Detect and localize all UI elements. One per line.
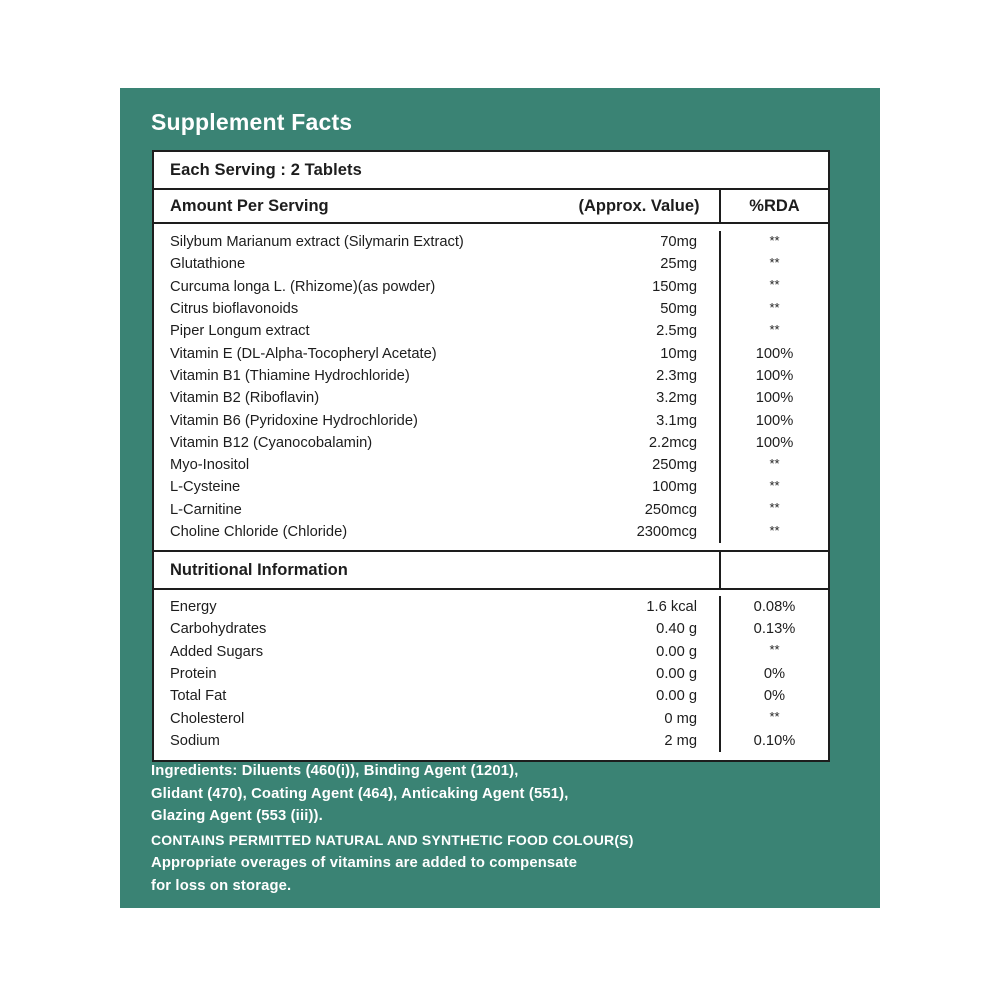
row-name: Vitamin B12 (Cyanocobalamin) bbox=[170, 434, 373, 451]
column-header-value: (Approx. Value) bbox=[578, 196, 700, 215]
daily-value-not-established-marker: ** bbox=[769, 321, 780, 337]
row-rda bbox=[719, 641, 828, 663]
table-row bbox=[154, 476, 828, 498]
supplement-table-header bbox=[154, 190, 828, 224]
footer-notes bbox=[151, 760, 771, 898]
row-value: 0.00 g bbox=[656, 666, 697, 683]
row-name: Citrus bioflavonoids bbox=[170, 301, 299, 318]
row-name: Vitamin B2 (Riboflavin) bbox=[170, 390, 320, 407]
row-value: 100mg bbox=[652, 479, 697, 496]
daily-value-not-established-marker: ** bbox=[769, 232, 780, 248]
ingredients-line-1 bbox=[151, 760, 771, 783]
row-value: 3.2mg bbox=[656, 390, 697, 407]
row-name: Myo-Inositol bbox=[170, 457, 250, 474]
row-rda bbox=[719, 476, 828, 498]
table-row bbox=[154, 663, 828, 685]
overage-note-line-1: Appropriate overages of vitamins are added to compensate bbox=[151, 855, 578, 872]
page-title: Supplement Facts bbox=[151, 109, 353, 135]
nutrition-heading: Nutritional Information bbox=[170, 560, 348, 579]
nutrition-table-header bbox=[154, 552, 828, 590]
row-value: 1.6 kcal bbox=[646, 599, 697, 616]
row-rda: 100% bbox=[719, 409, 828, 431]
row-rda bbox=[719, 253, 828, 275]
ingredients-line-3: Glazing Agent (553 (iii)). bbox=[151, 808, 323, 825]
row-value: 0.40 g bbox=[656, 621, 697, 638]
row-name: Protein bbox=[170, 666, 217, 683]
row-value: 25mg bbox=[660, 256, 697, 273]
row-value: 2.2mcg bbox=[648, 434, 697, 451]
column-header-rda: %RDA bbox=[719, 190, 828, 222]
row-rda bbox=[719, 521, 828, 543]
row-value: 150mg bbox=[652, 278, 697, 295]
table-row bbox=[154, 618, 828, 640]
row-rda bbox=[719, 231, 828, 253]
row-name: Curcuma longa L. (Rhizome)(as powder) bbox=[170, 278, 436, 295]
table-row bbox=[154, 342, 828, 364]
row-name: L-Cysteine bbox=[170, 479, 241, 496]
row-value: 10mg bbox=[660, 345, 697, 362]
green-panel bbox=[120, 88, 880, 908]
table-row bbox=[154, 707, 828, 729]
serving-size-label: Each Serving : 2 Tablets bbox=[170, 160, 362, 179]
table-row bbox=[154, 641, 828, 663]
row-rda: 100% bbox=[719, 387, 828, 409]
row-rda bbox=[719, 499, 828, 521]
row-name: Cholesterol bbox=[170, 710, 245, 727]
row-rda bbox=[719, 454, 828, 476]
row-value: 3.1mg bbox=[656, 412, 697, 429]
row-rda: 100% bbox=[719, 365, 828, 387]
row-value: 2.3mg bbox=[656, 367, 697, 384]
table-row bbox=[154, 298, 828, 320]
table-row bbox=[154, 253, 828, 275]
row-value: 250mg bbox=[652, 457, 697, 474]
row-value: 250mcg bbox=[644, 501, 697, 518]
daily-value-not-established-marker: ** bbox=[769, 477, 780, 493]
row-name: Piper Longum extract bbox=[170, 323, 310, 340]
row-rda: 0.08% bbox=[719, 596, 828, 618]
row-name: Choline Chloride (Chloride) bbox=[170, 524, 348, 540]
row-name: Glutathione bbox=[170, 256, 246, 273]
supplement-facts-table bbox=[152, 150, 830, 554]
row-value: 70mg bbox=[660, 234, 697, 251]
table-row bbox=[154, 276, 828, 298]
supplement-table-body bbox=[154, 224, 828, 552]
row-rda: 0.10% bbox=[719, 730, 828, 752]
row-rda: 100% bbox=[719, 342, 828, 364]
row-rda bbox=[719, 276, 828, 298]
table-row bbox=[154, 730, 828, 752]
table-row bbox=[154, 596, 828, 618]
row-rda bbox=[719, 707, 828, 729]
nutrition-header-rda-cell bbox=[719, 552, 828, 588]
overage-note-line-2: for loss on storage. bbox=[151, 877, 292, 894]
row-rda: 100% bbox=[719, 432, 828, 454]
row-name: Carbohydrates bbox=[170, 621, 267, 638]
row-name: Energy bbox=[170, 599, 217, 616]
daily-value-not-established-marker: ** bbox=[769, 642, 780, 658]
daily-value-not-established-marker: ** bbox=[769, 254, 780, 270]
row-rda bbox=[719, 298, 828, 320]
ingredients-line-2: Glidant (470), Coating Agent (464), Anticaking Agent (551), bbox=[151, 785, 569, 802]
food-colour-note: CONTAINS PERMITTED NATURAL AND SYNTHETIC FOOD COLOUR(S) bbox=[151, 831, 634, 848]
table-row bbox=[154, 365, 828, 387]
row-name: Silybum Marianum extract (Silymarin Extract) bbox=[170, 234, 464, 251]
row-name: Sodium bbox=[170, 732, 220, 749]
table-row bbox=[154, 320, 828, 342]
ingredients-text-1: Diluents (460(i)), Binding Agent (1201), bbox=[237, 763, 519, 779]
table-row bbox=[154, 231, 828, 253]
row-value: 2.5mg bbox=[656, 323, 697, 340]
row-value: 0.00 g bbox=[656, 688, 697, 705]
table-row bbox=[154, 685, 828, 707]
table-row bbox=[154, 499, 828, 521]
column-header-amount: Amount Per Serving bbox=[170, 196, 329, 215]
row-name: Total Fat bbox=[170, 688, 227, 705]
row-rda: 0% bbox=[719, 685, 828, 707]
row-value: 2300mcg bbox=[636, 524, 697, 540]
row-name: Vitamin B1 (Thiamine Hydrochloride) bbox=[170, 367, 410, 384]
daily-value-not-established-marker: ** bbox=[769, 500, 780, 516]
row-name: Added Sugars bbox=[170, 643, 264, 660]
table-row bbox=[154, 521, 828, 543]
table-row bbox=[154, 387, 828, 409]
table-row bbox=[154, 409, 828, 431]
row-value: 0 mg bbox=[664, 710, 697, 727]
row-name: Vitamin E (DL-Alpha-Tocopheryl Acetate) bbox=[170, 345, 437, 362]
daily-value-not-established-marker: ** bbox=[769, 709, 780, 725]
row-value: 50mg bbox=[660, 301, 697, 318]
row-rda: 0% bbox=[719, 663, 828, 685]
daily-value-not-established-marker: ** bbox=[769, 522, 780, 538]
row-value: 0.00 g bbox=[656, 643, 697, 660]
nutrition-table-body bbox=[154, 590, 828, 760]
daily-value-not-established-marker: ** bbox=[769, 299, 780, 315]
row-name: Vitamin B6 (Pyridoxine Hydrochloride) bbox=[170, 412, 418, 429]
table-row bbox=[154, 454, 828, 476]
table-row bbox=[154, 432, 828, 454]
nutritional-information-table bbox=[152, 550, 830, 762]
serving-size-row bbox=[154, 152, 828, 190]
row-rda: 0.13% bbox=[719, 618, 828, 640]
row-name: L-Carnitine bbox=[170, 501, 242, 518]
ingredients-label: Ingredients: bbox=[151, 763, 238, 779]
daily-value-not-established-marker: ** bbox=[769, 277, 780, 293]
daily-value-not-established-marker: ** bbox=[769, 455, 780, 471]
row-rda bbox=[719, 320, 828, 342]
row-value: 2 mg bbox=[664, 732, 697, 749]
